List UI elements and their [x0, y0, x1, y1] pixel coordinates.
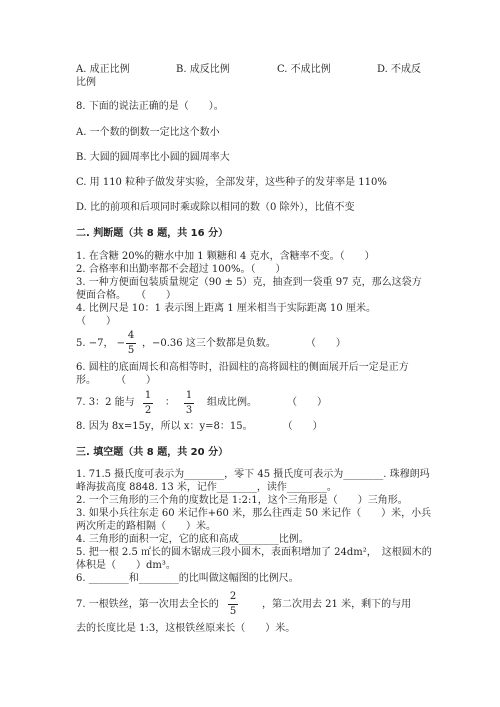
fraction-denominator: 2	[144, 405, 152, 416]
fraction-bar	[143, 403, 153, 404]
fraction-numerator: 4	[127, 330, 135, 341]
judge-item-6: 6. 圆柱的底面周长和高相等时，沿圆柱的高将圆柱的侧面展开后一定是正方	[76, 362, 409, 373]
fraction-numerator: 2	[229, 591, 237, 602]
fill-item-6: 6. ________和________的比叫做这幅图的比例尺。	[76, 573, 299, 584]
section-2-title: 二. 判断题（共 8 题，共 16 分）	[76, 228, 229, 239]
fraction-numerator: 1	[185, 390, 193, 401]
fill-item-4: 4. 三角形的面积一定，它的底和高成________比例。	[76, 534, 309, 545]
fill-item-1-continued: 峰海拔高度 8848. 13 米，记作________，读作________。	[76, 482, 337, 493]
judge-item-7-fraction-2	[182, 390, 196, 417]
judge-item-2: 2. 合格率和出勤率都不会超过 100%。（ ）	[76, 264, 286, 275]
fill-item-7-prefix: 7. 一根铁丝，第一次用去全长的	[76, 599, 219, 610]
fraction-bar	[184, 403, 194, 404]
fraction-denominator: 5	[127, 345, 135, 356]
fraction-bar	[126, 343, 136, 344]
option-c: C. 不成比例	[277, 64, 331, 75]
question-8-option-c: C. 用 110 粒种子做发芽实验，全部发芽，这些种子的发芽率是 110%	[76, 177, 387, 188]
judge-item-5-prefix: 5. −7， −	[76, 338, 126, 349]
fill-item-2: 2. 一个三角形的三个角的度数比是 1:2:1，这个三角形是（ ）三角形。	[76, 495, 408, 506]
fraction-numerator: 1	[144, 390, 152, 401]
judge-item-7-fraction-1	[141, 390, 155, 417]
judge-item-7-colon: ：	[165, 397, 175, 408]
fill-item-1: 1. 71.5 摄氏度可表示为________，零下 45 摄氏度可表示为________. 珠穆朗玛	[76, 469, 430, 480]
fill-item-5: 5. 把一根 2.5 ㎡长的圆木锯成三段小圆木，表面积增加了 24dm²， 这根圆木的	[76, 547, 432, 558]
judge-item-7-suffix: 组成比例。 （ ）	[207, 397, 327, 408]
option-b: B. 成反比例	[176, 64, 230, 75]
judge-item-7-prefix: 7. 3：2 能与	[76, 397, 135, 408]
fraction-bar	[228, 604, 238, 605]
option-d-continued: 比例	[76, 77, 96, 88]
question-8-stem: 8. 下面的说法正确的是（ ）。	[76, 101, 224, 112]
judge-item-5-suffix: ，−0.36 这三个数都是负数。 （ ）	[142, 338, 346, 349]
fill-item-3: 3. 如果小兵往东走 60 米记作+60 米，那么往西走 50 米记作（ ）米，小兵	[76, 508, 432, 519]
fraction-denominator: 5	[229, 606, 237, 617]
judge-item-3-continued: 便面合格。 （ ）	[76, 290, 176, 301]
judge-item-5-fraction	[124, 330, 138, 357]
fraction-denominator: 3	[185, 405, 193, 416]
section-3-title: 三. 填空题（共 8 题，共 20 分）	[76, 447, 229, 458]
option-d: D. 不成反	[377, 64, 422, 75]
question-8-option-d: D. 比的前项和后项同时乘或除以相同的数（0 除外），比值不变	[76, 202, 355, 213]
question-8-option-b: B. 大圆的圆周率比小圆的圆周率大	[76, 152, 230, 163]
judge-item-3: 3. 一种方便面包装质量规定（90 ± 5）克，抽查到一袋重 97 克，那么这袋方	[76, 277, 422, 288]
fill-item-5-continued: 体积是（ ）dm³。	[76, 560, 176, 571]
fill-item-7-suffix: ，第二次用去 21 米，剩下的与用	[262, 599, 412, 610]
option-a: A. 成正比例	[76, 64, 130, 75]
judge-item-8: 8. 因为 8x=15y，所以 x：y=8：15。 （ ）	[76, 421, 323, 432]
fill-item-3-continued: 两次所走的路相隔（ ）米。	[76, 521, 216, 532]
judge-item-4: 4. 比例尺是 10：1 表示图上距离 1 厘米相当于实际距离 10 厘米。	[76, 303, 376, 314]
question-8-option-a: A. 一个数的倒数一定比这个数小	[76, 127, 220, 138]
judge-item-4-continued: （ ）	[76, 316, 116, 327]
fill-item-7-continued: 去的长度比是 1:3，这根铁丝原来长（ ）米。	[76, 623, 296, 634]
fill-item-7-fraction	[226, 591, 240, 618]
judge-item-1: 1. 在含糖 20%的糖水中加 1 颗糖和 4 克水，含糖率不变。（ ）	[76, 251, 375, 262]
judge-item-6-continued: 形。 （ ）	[76, 375, 156, 386]
